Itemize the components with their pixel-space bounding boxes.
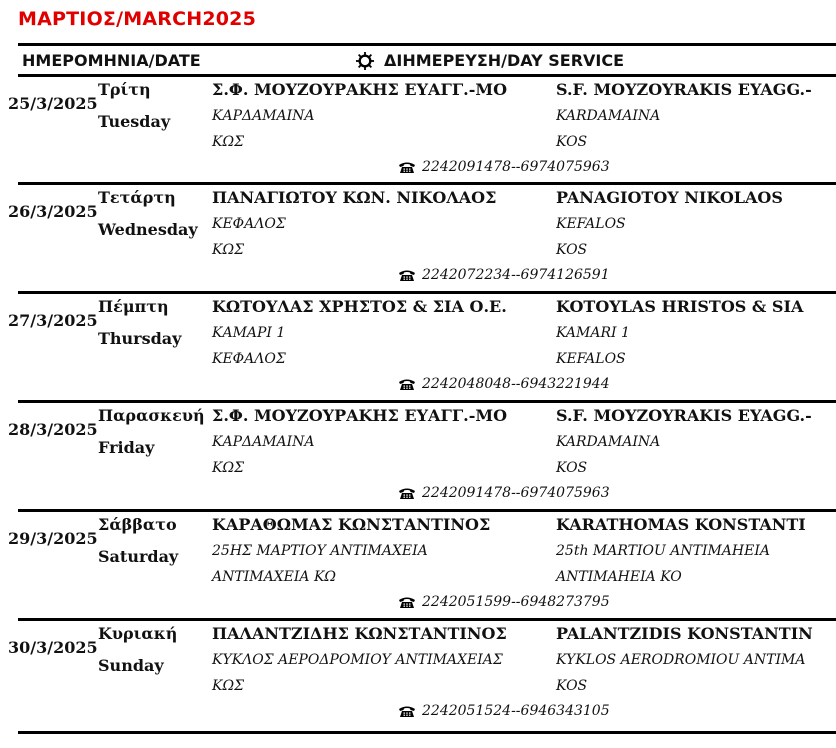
- entry-date: 25/3/2025: [8, 94, 98, 113]
- pharmacy-name-english: PALANTZIDIS KONSTANTIN: [556, 624, 813, 643]
- address-line2-greek: ΑΝΤΙΜΑΧΕΙΑ ΚΩ: [212, 569, 337, 585]
- entry-day-greek: Τρίτη: [98, 80, 151, 99]
- entry-day-english: Wednesday: [98, 220, 198, 239]
- schedule-entry: [0, 291, 836, 399]
- entry-divider: [18, 74, 836, 77]
- table-header: [18, 43, 836, 74]
- telephone-icon: [398, 596, 416, 609]
- address-line1-english: KARDAMAINA: [556, 434, 661, 450]
- entry-date: 28/3/2025: [8, 420, 98, 439]
- entry-day-english: Tuesday: [98, 112, 171, 131]
- phone-line: [398, 594, 610, 610]
- entry-day-greek: Κυριακή: [98, 624, 178, 643]
- address-line1-english: KARDAMAINA: [556, 108, 661, 124]
- entry-date: 27/3/2025: [8, 311, 98, 330]
- address-line1-greek: ΚΥΚΛΟΣ ΑΕΡΟΔΡΟΜΙΟΥ ΑΝΤΙΜΑΧΕΙΑΣ: [212, 652, 503, 668]
- entry-divider: [18, 182, 836, 185]
- address-line2-english: KOS: [556, 134, 588, 150]
- address-line1-greek: 25ΗΣ ΜΑΡΤΙΟΥ ΑΝΤΙΜΑΧΕΙΑ: [212, 543, 428, 559]
- schedule-entry: [0, 618, 836, 726]
- address-line2-english: KOS: [556, 678, 588, 694]
- address-line2-greek: ΚΩΣ: [212, 460, 244, 476]
- pharmacy-name-english: KOTOYLAS HRISTOS & SIA: [556, 297, 804, 316]
- entry-divider: [18, 509, 836, 512]
- address-line2-english: KOS: [556, 242, 588, 258]
- pharmacy-name-greek: ΚΩΤΟΥΛΑΣ ΧΡΗΣΤΟΣ & ΣΙΑ Ο.Ε.: [212, 297, 507, 316]
- entry-date: 29/3/2025: [8, 529, 98, 548]
- entry-day-english: Sunday: [98, 656, 164, 675]
- address-line1-english: KEFALOS: [556, 216, 626, 232]
- address-line1-greek: ΚΑΡΔΑΜΑΙΝΑ: [212, 108, 315, 124]
- bottom-divider: [18, 731, 836, 734]
- pharmacy-name-greek: ΠΑΝΑΓΙΩΤΟΥ ΚΩΝ. ΝΙΚΟΛΑΟΣ: [212, 188, 497, 207]
- phone-line: [398, 159, 610, 175]
- phone-number: 2242091478--6974075963: [422, 485, 610, 501]
- pharmacy-name-english: S.F. MOYZOYRAKIS EYAGG.-: [556, 80, 812, 99]
- address-line1-greek: ΚΑΜΑΡΙ 1: [212, 325, 286, 341]
- pharmacy-name-english: KARATHOMAS KONSTANTI: [556, 515, 806, 534]
- phone-line: [398, 376, 610, 392]
- entry-day-greek: Τετάρτη: [98, 188, 176, 207]
- page-title: ΜΑΡΤΙΟΣ/MARCH2025: [18, 8, 257, 30]
- address-line2-greek: ΚΩΣ: [212, 134, 244, 150]
- telephone-icon: [398, 487, 416, 500]
- address-line1-greek: ΚΑΡΔΑΜΑΙΝΑ: [212, 434, 315, 450]
- phone-line: [398, 485, 610, 501]
- entry-day-greek: Παρασκευή: [98, 406, 205, 425]
- pharmacy-name-greek: ΚΑΡΑΘΩΜΑΣ ΚΩΝΣΤΑΝΤΙΝΟΣ: [212, 515, 491, 534]
- telephone-icon: [398, 378, 416, 391]
- pharmacy-name-english: PANAGIOTOY NIKOLAOS: [556, 188, 783, 207]
- telephone-icon: [398, 705, 416, 718]
- schedule-entry: [0, 182, 836, 290]
- pharmacy-name-greek: Σ.Φ. ΜΟΥΖΟΥΡΑΚΗΣ ΕΥΑΓΓ.-ΜΟ: [212, 80, 508, 99]
- address-line1-english: KYKLOS AERODROMIOU ANTIMA: [556, 652, 806, 668]
- telephone-icon: [398, 161, 416, 174]
- address-line1-greek: ΚΕΦΑΛΟΣ: [212, 216, 286, 232]
- entry-divider: [18, 400, 836, 403]
- entry-day-greek: Πέμπτη: [98, 297, 169, 316]
- address-line2-greek: ΚΩΣ: [212, 678, 244, 694]
- address-line2-english: KEFALOS: [556, 351, 626, 367]
- entry-divider: [18, 618, 836, 621]
- entry-date: 30/3/2025: [8, 638, 98, 657]
- pharmacy-name-english: S.F. MOYZOYRAKIS EYAGG.-: [556, 406, 812, 425]
- address-line2-greek: ΚΕΦΑΛΟΣ: [212, 351, 286, 367]
- service-label: ΔΙΗΜΕΡΕΥΣΗ/DAY SERVICE: [384, 51, 625, 70]
- phone-number: 2242051524--6946343105: [422, 703, 610, 719]
- schedule-entry: [0, 400, 836, 508]
- service-column-header: [356, 51, 624, 70]
- sun-icon: [356, 52, 374, 70]
- schedule-entry: [0, 74, 836, 182]
- address-line2-english: ANTIMAHEIA KO: [556, 569, 682, 585]
- pharmacy-name-greek: ΠΑΛΑΝΤΖΙΔΗΣ ΚΩΝΣΤΑΝΤΙΝΟΣ: [212, 624, 507, 643]
- phone-number: 2242051599--6948273795: [422, 594, 610, 610]
- phone-number: 2242091478--6974075963: [422, 159, 610, 175]
- entry-day-greek: Σάββατο: [98, 515, 177, 534]
- phone-number: 2242072234--6974126591: [422, 267, 610, 283]
- address-line2-greek: ΚΩΣ: [212, 242, 244, 258]
- phone-line: [398, 703, 610, 719]
- address-line1-english: KAMARI 1: [556, 325, 630, 341]
- date-column-header: ΗΜΕΡΟΜΗΝΙΑ/DATE: [22, 51, 201, 70]
- telephone-icon: [398, 269, 416, 282]
- phone-number: 2242048048--6943221944: [422, 376, 610, 392]
- schedule-entry: [0, 509, 836, 617]
- entry-day-english: Thursday: [98, 329, 182, 348]
- entry-divider: [18, 291, 836, 294]
- entry-day-english: Saturday: [98, 547, 179, 566]
- phone-line: [398, 267, 610, 283]
- pharmacy-name-greek: Σ.Φ. ΜΟΥΖΟΥΡΑΚΗΣ ΕΥΑΓΓ.-ΜΟ: [212, 406, 508, 425]
- address-line1-english: 25th MARTIOU ANTIMAHEIA: [556, 543, 770, 559]
- address-line2-english: KOS: [556, 460, 588, 476]
- entry-day-english: Friday: [98, 438, 155, 457]
- entry-date: 26/3/2025: [8, 202, 98, 221]
